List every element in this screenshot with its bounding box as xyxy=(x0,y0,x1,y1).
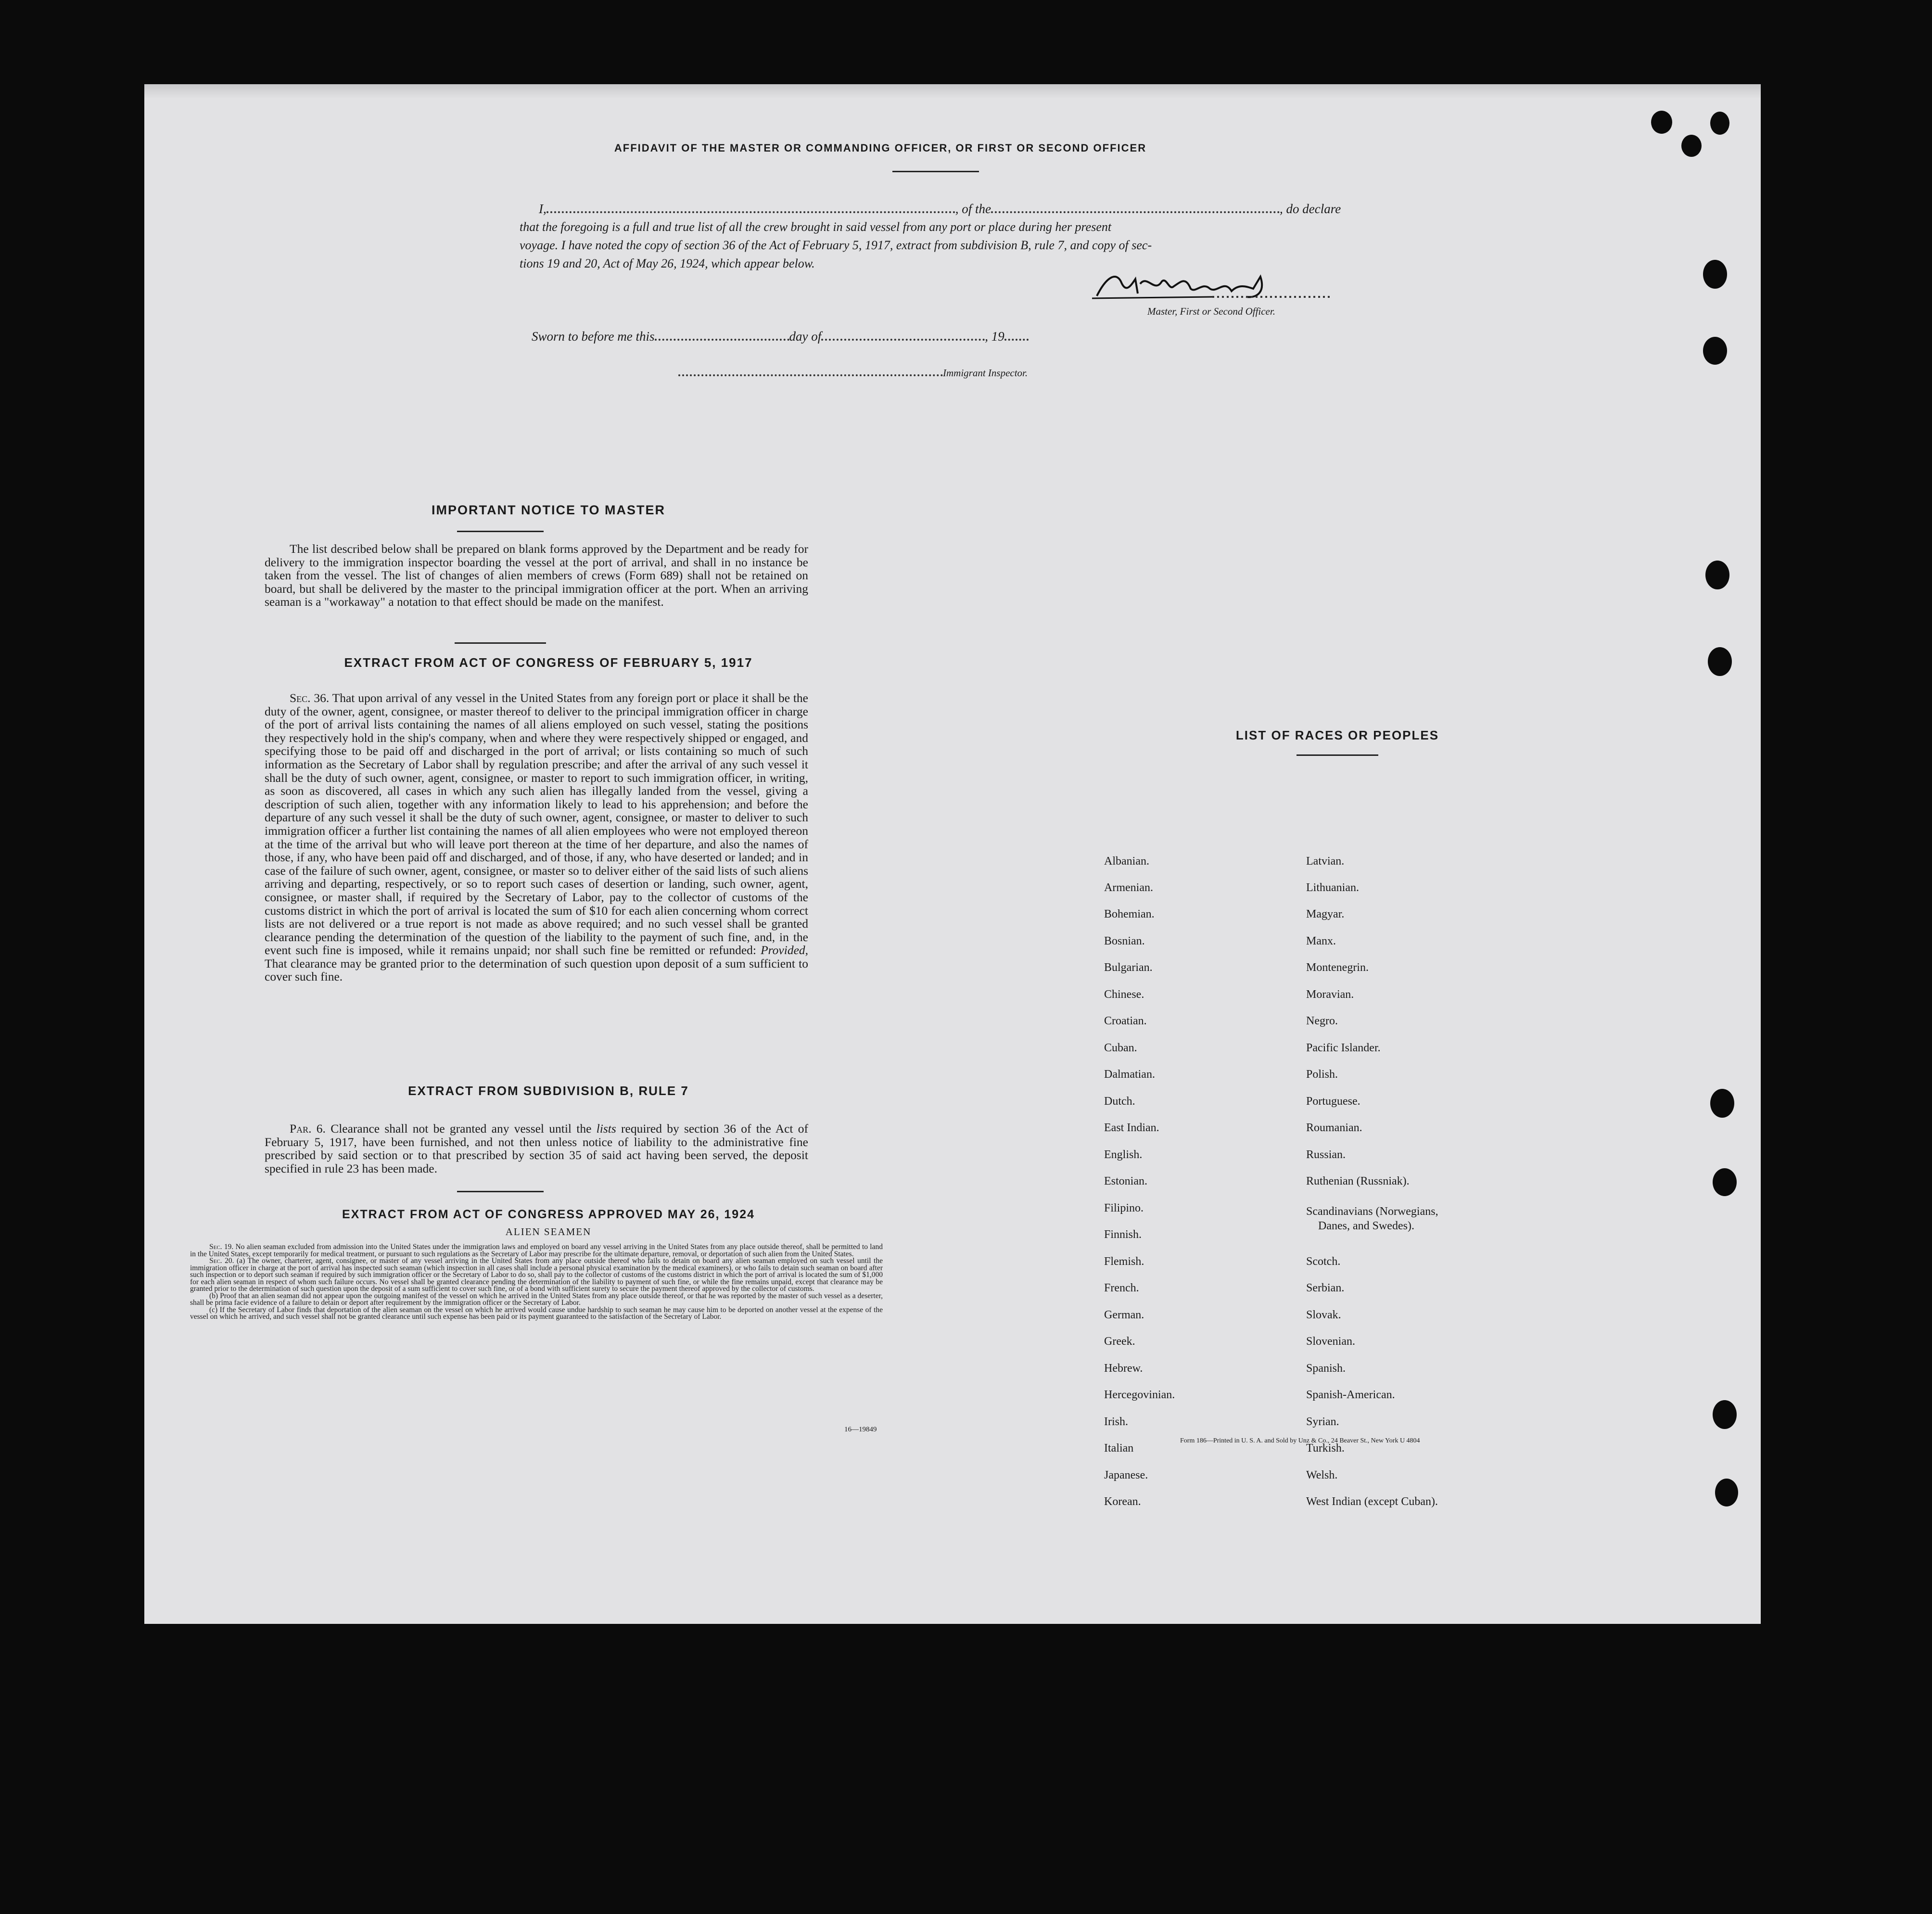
race-item: German. xyxy=(1104,1309,1144,1321)
race-item: French. xyxy=(1104,1282,1139,1294)
race-item: Dutch. xyxy=(1104,1095,1135,1108)
binder-hole xyxy=(1651,111,1672,134)
race-item: Korean. xyxy=(1104,1495,1141,1508)
race-item: Turkish. xyxy=(1306,1442,1345,1455)
race-item: Cuban. xyxy=(1104,1042,1137,1054)
race-item: Spanish-American. xyxy=(1306,1389,1395,1401)
race-item: Slovak. xyxy=(1306,1309,1341,1321)
race-item: Bosnian. xyxy=(1104,935,1145,947)
race-item: Welsh. xyxy=(1306,1469,1338,1481)
race-item: Dalmatian. xyxy=(1104,1068,1155,1081)
race-item: Danes, and Swedes). xyxy=(1318,1220,1414,1232)
of-the-label: , of the xyxy=(955,202,991,216)
par6-label: Par. 6. xyxy=(290,1122,326,1136)
affidavit-heading: AFFIDAVIT OF THE MASTER OR COMMANDING OFFICER, OR FIRST OR SECOND OFFICER xyxy=(614,142,1147,154)
race-item: Montenegrin. xyxy=(1306,961,1369,974)
race-item: Armenian. xyxy=(1104,881,1153,894)
sec36-label: Sec. 36. xyxy=(290,691,330,705)
sec20b-text: (b) Proof that an alien seaman did not appear upon the outgoing manifest of the vessel on which he arrived in the United States from any place outside thereof, or that he was reported by the master of such vessel as a deserter, shall be prima facie evidence of a failure to detain or deport after requirement by the immigration officer or the Secretary of Labor. xyxy=(190,1291,883,1307)
binder-hole xyxy=(1710,1089,1734,1118)
binder-hole xyxy=(1705,561,1729,589)
inspector-signature-blank[interactable] xyxy=(678,366,943,376)
race-item: West Indian (except Cuban). xyxy=(1306,1495,1438,1508)
rule7-heading: EXTRACT FROM SUBDIVISION B, RULE 7 xyxy=(408,1084,689,1098)
sec19-body: No alien seaman excluded from admission into the United States under the immigration laws and employed on board any vessel arriving in the United States from any place outside thereof, shall be permitted to land in the United States, except temporarily for medical treatment, or pursuant to such regulations as the Secretary of Labor may prescribe for the ultimate departure, removal, or deportation of such alien from the United States. xyxy=(190,1243,883,1258)
act-1924-text xyxy=(190,1244,883,1321)
race-item: Albanian. xyxy=(1104,855,1149,868)
alien-seamen-subheading: ALIEN SEAMEN xyxy=(505,1226,592,1238)
race-item: Hebrew. xyxy=(1104,1362,1143,1375)
race-item: Moravian. xyxy=(1306,988,1354,1001)
race-item: Filipino. xyxy=(1104,1202,1144,1214)
race-item: Italian xyxy=(1104,1442,1134,1455)
declarant-name-blank[interactable] xyxy=(547,200,955,213)
race-item: Irish. xyxy=(1104,1416,1128,1428)
binder-hole xyxy=(1715,1479,1738,1506)
sec36-body: That upon arrival of any vessel in the United States from any foreign port or place it shall be the duty of the owner, agent, consignee, or master thereof to deliver to the principal immigration officer in charge of the port of arrival lists containing the names of all aliens employed on such vessel, stating the positions they respectively hold in the ship's company, when and where they were respectively shipped or engaged, and specifying those to be paid off and discharged in the port of arrival; or lists containing so much of such information as the Secretary of Labor shall by regulation prescribe; and after the arrival of any such vessel it shall be the duty of such owner, agent, consignee, or master to report to such immigration officer, in writing, as soon as discovered, all cases in which any such alien has illegally landed from the vessel, giving a description of such alien, together with any information likely to lead to his apprehension; and before the departure of any such vessel it shall be the duty of such owner, agent, consignee, or master to deliver to such immigration officer a further list containing the names of all alien employees who were not employed thereon at the time of the arrival but who will leave port thereon at the time of her departure, and also the names of those, if any, who have been paid off and discharged, and of those, if any, who have deserted or landed; and in case of the failure of such owner, agent, consignee, or master so to deliver either of the said lists of such aliens arriving and departing, respectively, or so to report such cases of desertion or landing, such owner, agent, consignee, or master shall, if required by the Secretary of Labor, pay to the collector of customs of the customs district in which the port of arrival is located the sum of $10 for each alien concerning whom correct lists are not delivered or a true report is not made as above required; and no such vessel shall be granted clearance pending the determination of the question of the liability to the payment of such fine, and, in the event such fine is imposed, while it remains unpaid; nor shall such fine be remitted or refunded: xyxy=(265,691,808,957)
form-page xyxy=(144,84,1761,1624)
sec19-label: Sec. 19. xyxy=(209,1243,234,1251)
sec36-text xyxy=(265,691,808,983)
race-item: Pacific Islander. xyxy=(1306,1042,1381,1054)
sworn-year-blank[interactable] xyxy=(1004,327,1029,341)
inspector-caption: Immigrant Inspector. xyxy=(943,367,1028,379)
race-item: Croatian. xyxy=(1104,1015,1147,1027)
extract-divider-1 xyxy=(455,642,546,644)
race-item: Bohemian. xyxy=(1104,908,1155,920)
vessel-name-blank[interactable] xyxy=(991,200,1280,213)
binder-hole xyxy=(1703,260,1727,289)
race-item: Lithuanian. xyxy=(1306,881,1359,894)
sec20a-body: (a) The owner, charterer, agent, consignee, or master of any vessel arriving in the United States from any place outside thereof who fails to detain on board any alien seaman employed on such vessel until the immigration officer in charge at the port of arrival has inspected such seaman (which inspection in all cases shall include a personal physical examination by the medical examiners), or who fails to detain such seaman on board after such inspection or to deport such seaman if required by such immigration officer or the Secretary of Labor to do so, shall pay to the collector of customs of the customs district in which the port of arrival is located the sum of $1,000 for each alien seaman in respect of whom such failure occurs. No vessel shall be granted clearance pending the determination of the liability to payment of such fine, or while the fine remains unpaid, except that clearance may be granted prior to the determination of such question upon the deposit of a sum sufficient to cover such fine, or of a bond with sufficient surety to secure the payment thereof approved by the collector of customs. xyxy=(190,1257,883,1293)
form-printer-note: Form 186—Printed in U. S. A. and Sold by Unz & Co., 24 Beaver St., New York U 4804 xyxy=(1180,1437,1420,1444)
sec36-end: That clearance may be granted prior to the determination of such question upon deposit of a sum sufficient to cover such fine. xyxy=(265,956,808,984)
day-of-label: day of xyxy=(789,329,822,344)
race-item: Greek. xyxy=(1104,1335,1135,1348)
race-item: Chinese. xyxy=(1104,988,1144,1001)
notice-divider xyxy=(457,531,544,532)
binder-hole xyxy=(1708,647,1732,676)
race-item: Polish. xyxy=(1306,1068,1338,1081)
print-code: 16—19849 xyxy=(844,1426,877,1433)
year-prefix-label: , 19 xyxy=(985,329,1004,344)
sec20a-text xyxy=(190,1258,883,1293)
sec19-text xyxy=(190,1244,883,1258)
sworn-day-blank[interactable] xyxy=(655,327,789,341)
sworn-month-blank[interactable] xyxy=(821,327,985,341)
affidavit-line-4: tions 19 and 20, Act of May 26, 1924, which appear below. xyxy=(520,256,815,270)
race-item: English. xyxy=(1104,1148,1143,1161)
races-heading: LIST OF RACES OR PEOPLES xyxy=(1235,728,1439,742)
affidavit-declaration xyxy=(520,200,1424,273)
binder-hole xyxy=(1713,1400,1737,1429)
race-item: Japanese. xyxy=(1104,1469,1148,1481)
race-item: Serbian. xyxy=(1306,1282,1345,1294)
binder-hole xyxy=(1681,135,1702,157)
race-item: Finnish. xyxy=(1104,1228,1142,1241)
race-item: Estonian. xyxy=(1104,1175,1147,1187)
provided-label: Provided, xyxy=(761,943,809,957)
race-item: Scandinavians (Norwegians, xyxy=(1306,1205,1438,1218)
race-item: East Indian. xyxy=(1104,1122,1159,1134)
race-item: Syrian. xyxy=(1306,1416,1339,1428)
notice-heading: IMPORTANT NOTICE TO MASTER xyxy=(432,503,665,517)
race-item: Ruthenian (Russniak). xyxy=(1306,1175,1410,1187)
race-item: Latvian. xyxy=(1306,855,1345,868)
heading-divider xyxy=(892,171,979,172)
race-item: Spanish. xyxy=(1306,1362,1346,1375)
signature-caption: Master, First or Second Officer. xyxy=(1147,306,1275,317)
race-item: Portuguese. xyxy=(1306,1095,1360,1108)
sec20c-text: (c) If the Secretary of Labor finds that deportation of the alien seaman on the vessel on which he arrived would cause undue hardship to such seaman he may cause him to be deported on another vessel at the expense of the vessel on which he arrived, and such vessel shall not be granted clearance until such expense has been paid or its payment guaranteed to the satisfaction of the Secretary of Labor. xyxy=(190,1305,883,1321)
extract-divider-2 xyxy=(457,1191,544,1192)
race-item: Bulgarian. xyxy=(1104,961,1153,974)
extract-1917-heading: EXTRACT FROM ACT OF CONGRESS OF FEBRUARY 5, 1917 xyxy=(344,655,753,670)
races-divider xyxy=(1296,754,1378,756)
inspector-line xyxy=(678,366,1028,379)
rule7-body-a: Clearance shall not be granted any vessel until the xyxy=(330,1122,592,1136)
lists-word: lists xyxy=(596,1122,616,1136)
declarant-label: I, xyxy=(539,202,547,216)
race-item: Negro. xyxy=(1306,1015,1338,1027)
extract-1924-heading: EXTRACT FROM ACT OF CONGRESS APPROVED MAY 26, 1924 xyxy=(342,1208,755,1221)
affidavit-line-3: voyage. I have noted the copy of section 36 of the Act of February 5, 1917, extract from subdivision B, rule 7, and copy of sec- xyxy=(520,238,1152,252)
race-item: Manx. xyxy=(1306,935,1336,947)
sworn-line xyxy=(532,327,1029,344)
race-item: Scotch. xyxy=(1306,1255,1341,1268)
race-item: Hercegovinian. xyxy=(1104,1389,1175,1401)
top-edge-shadow xyxy=(144,84,1761,99)
race-item: Magyar. xyxy=(1306,908,1345,920)
binder-hole xyxy=(1703,337,1727,365)
rule7-body-b: required by section 36 of the Act of February 5, 1917, have been furnished, and not then unless notice of liability to the administrative fine prescribed by said section or to that prescribed by section 35 of said act having been served, the deposit specified in rule 23 has been made. xyxy=(265,1122,809,1175)
do-declare-label: , do declare xyxy=(1280,202,1341,216)
affidavit-line-2: that the foregoing is a full and true list of all the crew brought in said vessel from any port or place during her present xyxy=(520,220,1112,234)
master-signature xyxy=(1087,267,1337,306)
sec20-label: Sec. 20. xyxy=(209,1257,234,1265)
rule7-text xyxy=(265,1122,808,1175)
binder-hole xyxy=(1710,112,1729,135)
sworn-label: Sworn to before me this xyxy=(532,329,655,344)
race-item: Slovenian. xyxy=(1306,1335,1355,1348)
race-item: Flemish. xyxy=(1104,1255,1144,1268)
race-item: Russian. xyxy=(1306,1148,1346,1161)
binder-hole xyxy=(1713,1168,1737,1196)
race-item: Roumanian. xyxy=(1306,1122,1362,1134)
notice-text: The list described below shall be prepared on blank forms approved by the Department and be ready for delivery to the immigration inspector boarding the vessel at the port of arrival, and shall in no instance be taken from the vessel. The list of changes of alien members of crews (Form 689) shall not be retained on board, but shall be delivered by the master to the principal immigration officer at the port. When an arriving seaman is a "workaway" a notation to that effect should be made on the manifest. xyxy=(265,542,808,609)
